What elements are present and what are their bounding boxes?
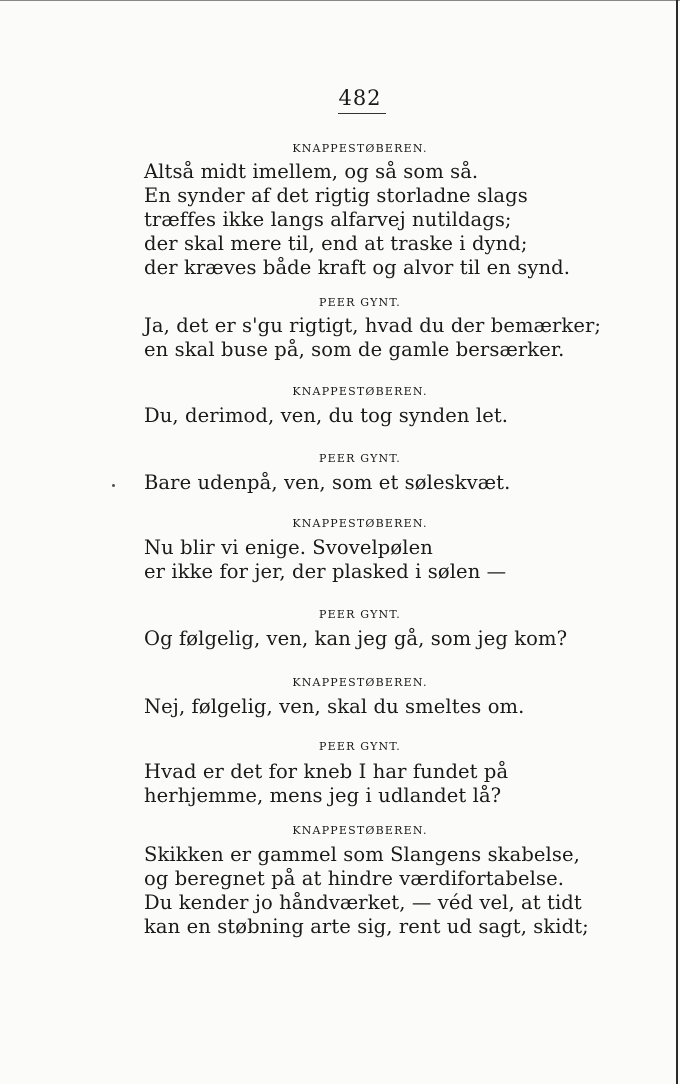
margin-speck xyxy=(112,484,115,487)
verse-line: og beregnet på at hindre værdifortabelse. xyxy=(144,867,565,890)
verse-line: Skikken er gammel som Slangens skabelse, xyxy=(144,843,580,866)
verse-line: Ja, det er s'gu rigtigt, hvad du der bemærker; xyxy=(144,314,602,337)
verse-line: Og følgelig, ven, kan jeg gå, som jeg kom? xyxy=(144,627,568,650)
verse-line: Nu blir vi enige. Svovelpølen xyxy=(144,536,433,559)
verse-line: der kræves både kraft og alvor til en synd. xyxy=(144,256,571,279)
verse-line: Du, derimod, ven, du tog synden let. xyxy=(144,404,509,427)
page-number-underline xyxy=(338,113,386,114)
speaker-heading: KNAPPESTØBEREN. xyxy=(292,824,428,837)
verse-block xyxy=(144,760,508,808)
verse-block xyxy=(144,843,589,939)
speaker-heading: PEER GYNT. xyxy=(319,608,401,621)
verse-line: En synder af det rigtig storladne slags xyxy=(144,184,528,207)
verse-line: Du kender jo håndværket, — véd vel, at tidt xyxy=(144,891,582,914)
page-number: 482 xyxy=(338,86,382,110)
verse-line: Bare udenpå, ven, som et søleskvæt. xyxy=(144,471,511,494)
verse-line: kan en støbning arte sig, rent ud sagt, skidt; xyxy=(144,915,589,938)
verse-block xyxy=(144,471,510,495)
speaker-heading: PEER GYNT. xyxy=(319,452,401,465)
verse-block xyxy=(144,536,506,584)
verse-line: Altså midt imellem, og så som så. xyxy=(144,160,479,183)
verse-line: træffes ikke langs alfarvej nutildags; xyxy=(144,208,512,231)
page-right-edge xyxy=(676,0,678,1084)
verse-block xyxy=(144,695,524,719)
speaker-heading: KNAPPESTØBEREN. xyxy=(292,142,428,155)
speaker-heading: PEER GYNT. xyxy=(319,740,401,753)
verse-line: en skal buse på, som de gamle bersærker. xyxy=(144,338,565,361)
verse-line: Nej, følgelig, ven, skal du smeltes om. xyxy=(144,695,525,718)
verse-block xyxy=(144,627,567,651)
speaker-heading: PEER GYNT. xyxy=(319,296,401,309)
page-top-edge xyxy=(0,0,680,1)
verse-block xyxy=(144,160,570,280)
verse-line: herhjemme, mens jeg i udlandet lå? xyxy=(144,784,502,807)
verse-line: Hvad er det for kneb I har fundet på xyxy=(144,760,509,783)
speaker-heading: KNAPPESTØBEREN. xyxy=(292,676,428,689)
verse-line: er ikke for jer, der plasked i sølen — xyxy=(144,560,507,583)
verse-block xyxy=(144,314,601,362)
verse-line: der skal mere til, end at traske i dynd; xyxy=(144,232,528,255)
speaker-heading: KNAPPESTØBEREN. xyxy=(292,517,428,530)
verse-block xyxy=(144,404,508,428)
speaker-heading: KNAPPESTØBEREN. xyxy=(292,385,428,398)
